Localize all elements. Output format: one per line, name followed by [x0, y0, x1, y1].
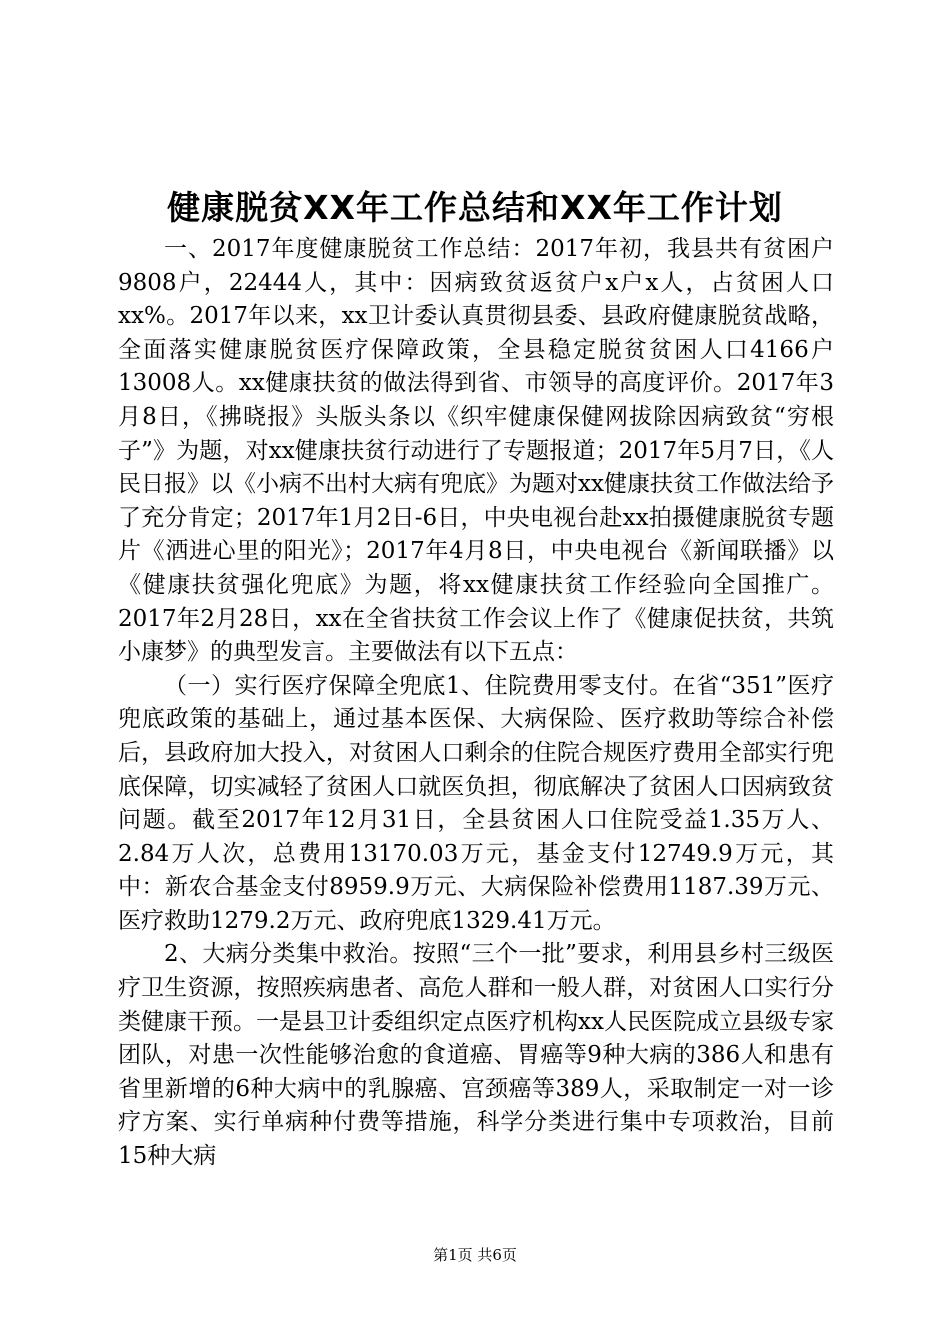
document-body — [118, 233, 834, 1174]
paragraph: （一）实行医疗保障全兜底1、住院费用零支付。在省“351”医疗兜底政策的基础上，通过基本医保、大病保险、医疗救助等综合补偿后，县政府加大投入，对贫困人口剩余的住院合规医疗费用全部实行兜底保障，切实减轻了贫困人口就医负担，彻底解决了贫困人口因病致贫问题。截至2017年12月31日，全县贫困人口住院受益1.35万人、2.84万人次，总费用13170.03万元，基金支付12749.9万元，其中：新农合基金支付8959.9万元、大病保险补偿费用1187.39万元、医疗救助1279.2万元、政府兜底1329.41万元。 — [118, 672, 834, 934]
paragraph: 一、2017年度健康脱贫工作总结：2017年初，我县共有贫困户9808户，22444人，其中：因病致贫返贫户x户x人，占贫困人口xx%。2017年以来，xx卫计委认真贯彻县委、县政府健康脱贫战略，全面落实健康脱贫医疗保障政策，全县稳定脱贫贫困人口4166户13008人。xx健康扶贫的做法得到省、市领导的高度评价。2017年3月8日，《拂晓报》头版头条以《织牢健康保健网拔除因病致贫“穷根子”》为题，对xx健康扶贫行动进行了专题报道；2017年5月7日，《人民日报》以《小病不出村大病有兜底》为题对xx健康扶贫工作做法给予了充分肯定；2017年1月2日-6日，中央电视台赴xx拍摄健康脱贫专题片《洒进心里的阳光》；2017年4月8日，中央电视台《新闻联播》以《健康扶贫强化兜底》为题，将xx健康扶贫工作经验向全国推广。2017年2月28日，xx在全省扶贫工作会议上作了《健康促扶贫，共筑小康梦》的典型发言。主要做法有以下五点： — [118, 236, 834, 666]
page-title: 健康脱贫XX年工作总结和XX年工作计划 — [167, 188, 783, 227]
paragraph: 2、大病分类集中救治。按照“三个一批”要求，利用县乡村三级医疗卫生资源，按照疾病患者、高危人群和一般人群，对贫困人口实行分类健康干预。一是县卫计委组织定点医疗机构xx人民医院成立县级专家团队，对患一次性能够治愈的食道癌、胃癌等9种大病的386人和患有省里新增的6种大病中的乳腺癌、宫颈癌等389人，采取制定一对一诊疗方案、实行单病种付费等措施，科学分类进行集中专项救治，目前15种大病 — [118, 941, 834, 1170]
page-footer: 第1页 共6页 — [433, 1246, 517, 1264]
